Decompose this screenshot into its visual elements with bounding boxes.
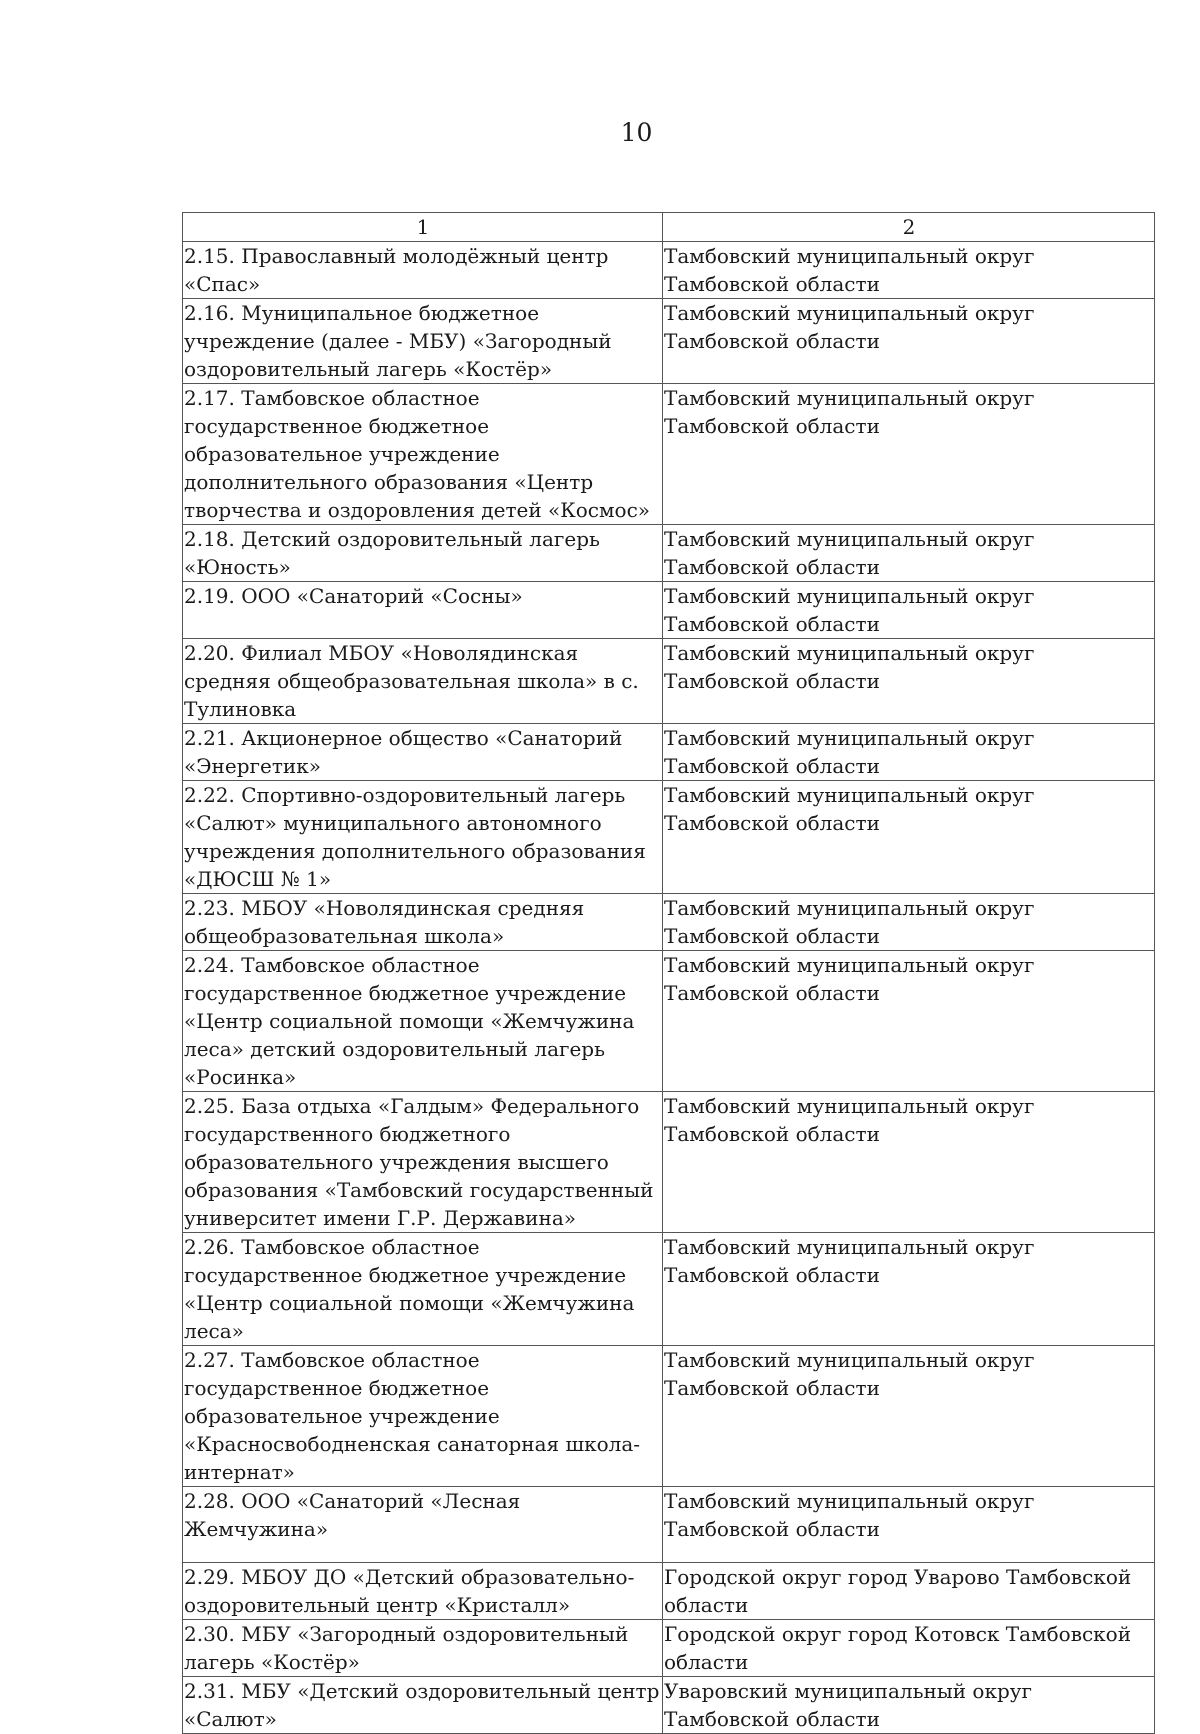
table-row <box>183 1092 1155 1233</box>
institution-name-cell: 2.15. Православный молодёжный центр «Спас» <box>183 242 663 299</box>
table-row <box>183 1677 1155 1734</box>
institution-name-cell: 2.26. Тамбовское областное государственное бюджетное учреждение «Центр социальной помощи «Жемчужина леса» <box>183 1233 663 1346</box>
location-cell: Тамбовский муниципальный округ Тамбовской области <box>663 1233 1155 1346</box>
institution-name-cell: 2.28. ООО «Санаторий «Лесная Жемчужина» <box>183 1487 663 1563</box>
institution-name-cell: 2.20. Филиал МБОУ «Новолядинская средняя общеобразовательная школа» в с. Тулиновка <box>183 639 663 724</box>
location-cell: Тамбовский муниципальный округ Тамбовской области <box>663 1346 1155 1487</box>
institution-name-cell: 2.29. МБОУ ДО «Детский образовательно-оздоровительный центр «Кристалл» <box>183 1563 663 1620</box>
table-row <box>183 1346 1155 1487</box>
location-cell: Тамбовский муниципальный округ Тамбовской области <box>663 639 1155 724</box>
table-row <box>183 724 1155 781</box>
location-cell: Тамбовский муниципальный округ Тамбовской области <box>663 1487 1155 1563</box>
location-cell: Тамбовский муниципальный округ Тамбовской области <box>663 1092 1155 1233</box>
location-cell: Тамбовский муниципальный округ Тамбовской области <box>663 384 1155 525</box>
institution-name-cell: 2.30. МБУ «Загородный оздоровительный лагерь «Костёр» <box>183 1620 663 1677</box>
table-row <box>183 242 1155 299</box>
table-row <box>183 1487 1155 1563</box>
institution-name-cell: 2.19. ООО «Санаторий «Сосны» <box>183 582 663 639</box>
location-cell: Тамбовский муниципальный округ Тамбовской области <box>663 242 1155 299</box>
page-number: 10 <box>620 118 653 147</box>
location-cell: Уваровский муниципальный округ Тамбовской области <box>663 1677 1155 1734</box>
institution-name-cell: 2.18. Детский оздоровительный лагерь «Юность» <box>183 525 663 582</box>
table-row <box>183 299 1155 384</box>
table-row <box>183 951 1155 1092</box>
institution-name-cell: 2.22. Спортивно-оздоровительный лагерь «Салют» муниципального автономного учреждения дополнительного образования «ДЮСШ № 1» <box>183 781 663 894</box>
location-cell: Тамбовский муниципальный округ Тамбовской области <box>663 724 1155 781</box>
table-row <box>183 1563 1155 1620</box>
institutions-table <box>182 212 1155 1734</box>
institution-name-cell: 2.21. Акционерное общество «Санаторий «Энергетик» <box>183 724 663 781</box>
institution-name-cell: 2.31. МБУ «Детский оздоровительный центр «Салют» <box>183 1677 663 1734</box>
institution-name-cell: 2.24. Тамбовское областное государственное бюджетное учреждение «Центр социальной помощи «Жемчужина леса» детский оздоровительный лагерь «Росинка» <box>183 951 663 1092</box>
table-row <box>183 525 1155 582</box>
column-header-1: 1 <box>183 213 663 242</box>
location-cell: Тамбовский муниципальный округ Тамбовской области <box>663 894 1155 951</box>
table-row <box>183 894 1155 951</box>
institution-name-cell: 2.25. База отдыха «Галдым» Федерального государственного бюджетного образовательного учреждения высшего образования «Тамбовский государственный университет имени Г.Р. Державина» <box>183 1092 663 1233</box>
location-cell: Тамбовский муниципальный округ Тамбовской области <box>663 781 1155 894</box>
institution-name-cell: 2.16. Муниципальное бюджетное учреждение (далее - МБУ) «Загородный оздоровительный лагерь «Костёр» <box>183 299 663 384</box>
institution-name-cell: 2.27. Тамбовское областное государственное бюджетное образовательное учреждение «Красносвободненская санаторная школа-интернат» <box>183 1346 663 1487</box>
column-header-2: 2 <box>663 213 1155 242</box>
institution-name-cell: 2.23. МБОУ «Новолядинская средняя общеобразовательная школа» <box>183 894 663 951</box>
location-cell: Тамбовский муниципальный округ Тамбовской области <box>663 951 1155 1092</box>
location-cell: Тамбовский муниципальный округ Тамбовской области <box>663 525 1155 582</box>
table-row <box>183 781 1155 894</box>
table-header-row <box>183 213 1155 242</box>
institution-name-cell: 2.17. Тамбовское областное государственное бюджетное образовательное учреждение дополнительного образования «Центр творчества и оздоровления детей «Космос» <box>183 384 663 525</box>
location-cell: Тамбовский муниципальный округ Тамбовской области <box>663 299 1155 384</box>
table-row <box>183 582 1155 639</box>
location-cell: Городской округ город Уварово Тамбовской области <box>663 1563 1155 1620</box>
location-cell: Тамбовский муниципальный округ Тамбовской области <box>663 582 1155 639</box>
location-cell: Городской округ город Котовск Тамбовской области <box>663 1620 1155 1677</box>
table-row <box>183 639 1155 724</box>
table-row <box>183 1620 1155 1677</box>
table-row <box>183 1233 1155 1346</box>
table-row <box>183 384 1155 525</box>
